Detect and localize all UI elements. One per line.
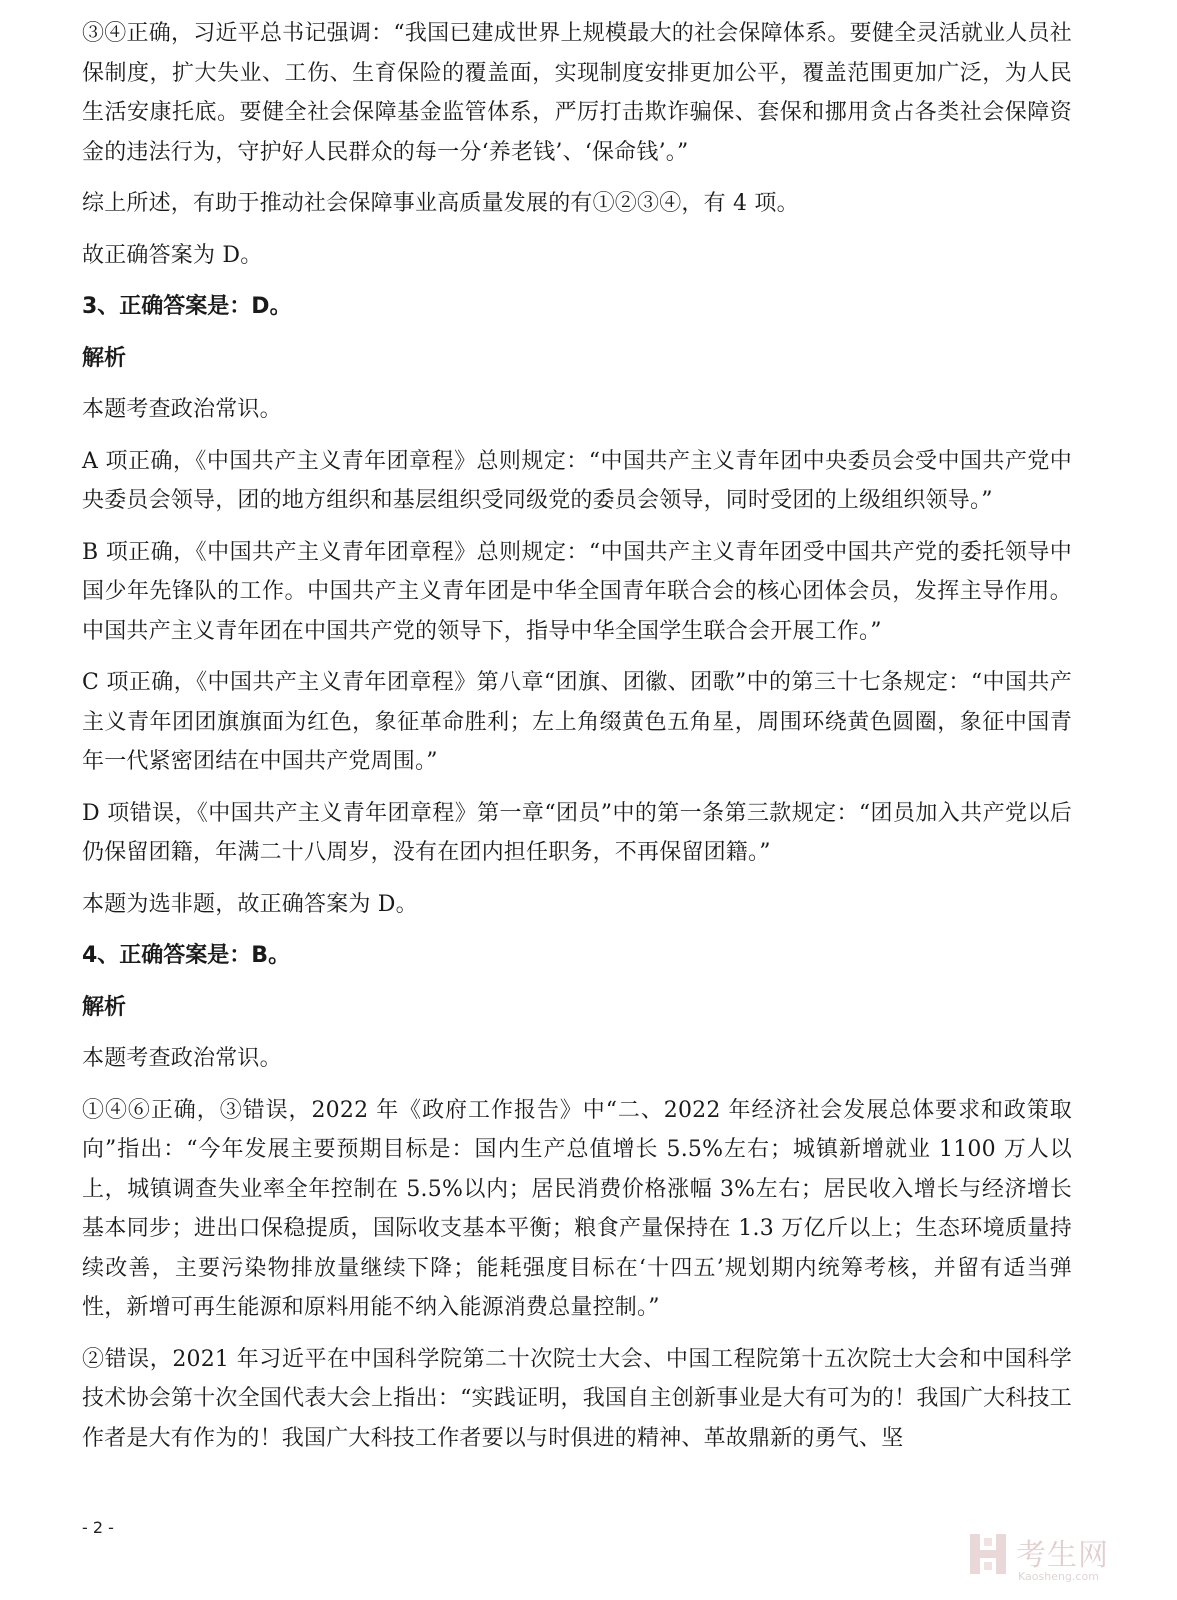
- heading-analysis-q3: 解析: [82, 345, 127, 371]
- paragraph-academician-speech: ②错误，2021 年习近平在中国科学院第二十次院士大会、中国工程院第十五次院士大会和中国科学技术协会第十次全国代表大会上指出：“实践证明，我国自主创新事业是大有可为的！我国广大科技工作者是大有作为的！我国广大科技工作者要以与时俱进的精神、革故鼎新的勇气、坚: [82, 1346, 1072, 1451]
- heading-answer-q3: 3、正确答案是：D。: [82, 294, 292, 319]
- paragraph-social-security-quote: ③④正确，习近平总书记强调：“我国已建成世界上规模最大的社会保障体系。要健全灵活就业人员社保制度，扩大失业、工伤、生育保险的覆盖面，实现制度安排更加公平，覆盖范围更加广泛，为人民生活安康托底。要健全社会保障基金监管体系，严厉打击欺诈骗保、套保和挪用贪占各类社会保障资金的违法行为，守护好人民群众的每一分‘养老钱’、‘保命钱’。”: [82, 21, 1072, 165]
- paragraph-topic-q4: 本题考查政治常识。: [82, 1046, 282, 1071]
- heading-analysis-q4: 解析: [82, 994, 127, 1020]
- paragraph-summary: 综上所述，有助于推动社会保障事业高质量发展的有①②③④，有 4 项。: [82, 191, 799, 216]
- paragraph-option-c: C 项正确，《中国共产主义青年团章程》第八章“团旗、团徽、团歌”中的第三十七条规定：“中国共产主义青年团团旗旗面为红色，象征革命胜利；左上角缀黄色五角星，周围环绕黄色圆圈，象征中国青年一代紧密团结在中国共产党周围。”: [82, 670, 1072, 774]
- kaosheng-logo-icon: [968, 1532, 1008, 1576]
- watermark-brand: 考生网: [1016, 1538, 1109, 1573]
- paragraph-option-a: A 项正确，《中国共产主义青年团章程》总则规定：“中国共产主义青年团中央委员会受中国共产党中央委员会领导，团的地方组织和基层组织受同级党的委员会领导，同时受团的上级组织领导。”: [82, 448, 1072, 513]
- paragraph-option-d: D 项错误，《中国共产主义青年团章程》第一章“团员”中的第一条第三款规定：“团员加入共产党以后仍保留团籍，年满二十八周岁，没有在团内担任职务，不再保留团籍。”: [82, 800, 1072, 865]
- kaosheng-watermark: [968, 1530, 1138, 1590]
- paragraph-option-b: B 项正确，《中国共产主义青年团章程》总则规定：“中国共产主义青年团受中国共产党的委托领导中国少年先锋队的工作。中国共产主义青年团是中华全国青年联合会的核心团体会员，发挥主导作用。中国共产主义青年团在中国共产党的领导下，指导中华全国学生联合会开展工作。”: [82, 539, 1072, 644]
- watermark-url: Kaosheng.com: [1018, 1570, 1099, 1583]
- paragraph-conclusion-q3: 本题为选非题，故正确答案为 D。: [82, 891, 418, 917]
- paragraph-topic-q3: 本题考查政治常识。: [82, 397, 282, 422]
- paragraph-answer-q2: 故正确答案为 D。: [82, 242, 263, 268]
- paragraph-work-report: ①④⑥正确，③错误，2022 年《政府工作报告》中“二、2022 年经济社会发展总体要求和政策取向”指出：“今年发展主要预期目标是：国内生产总值增长 5.5%左右；城镇新增就业 1100 万人以上，城镇调查失业率全年控制在 5.5%以内；居民消费价格涨幅 3%左右；居民收入增长与经济增长基本同步；进出口保稳提质，国际收支基本平衡；粮食产量保持在 1.3 万亿斤以上；生态环境质量持续改善，主要污染物排放量继续下降；能耗强度目标在‘十四五’规划期内统筹考核，并留有适当弹性，新增可再生能源和原料用能不纳入能源消费总量控制。”: [82, 1097, 1072, 1320]
- page-number: - 2 -: [82, 1518, 114, 1537]
- heading-answer-q4: 4、正确答案是：B。: [82, 943, 291, 968]
- document-page: [82, 14, 1072, 1470]
